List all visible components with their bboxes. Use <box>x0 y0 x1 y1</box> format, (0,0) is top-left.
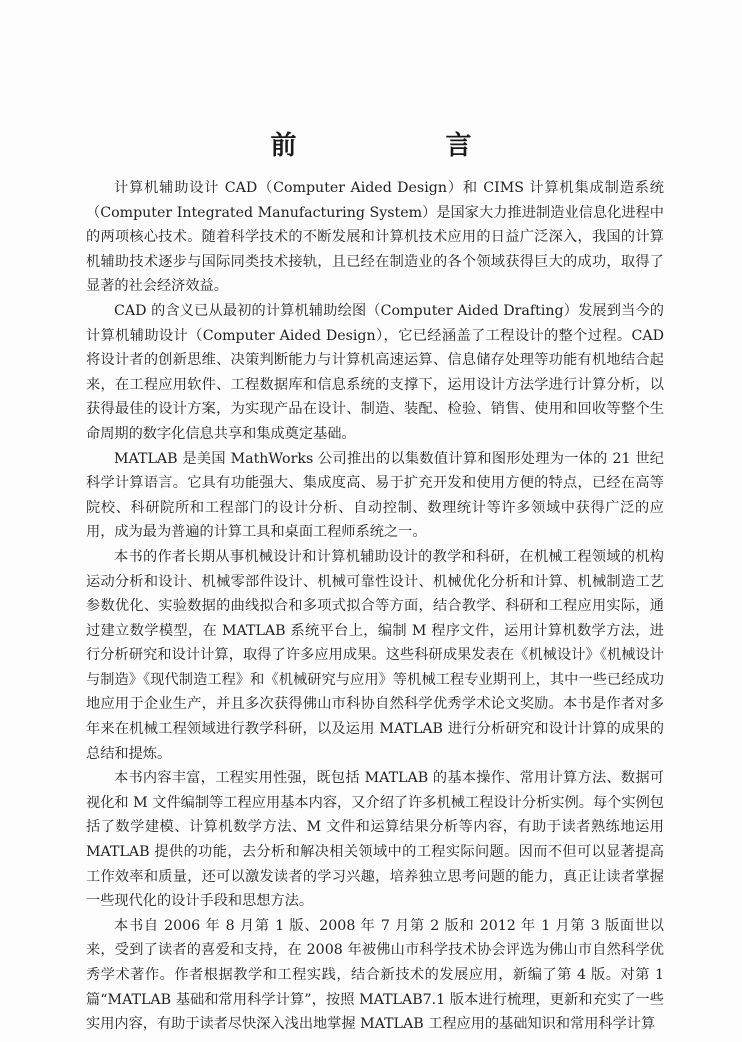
page-title: 前 言 <box>270 131 542 161</box>
paragraph: 计算机辅助设计 CAD（Computer Aided Design）和 CIMS 计算机集成制造系统（Computer Integrated Manufacturing System）是国家大力推进制造业信息化进程中的两项核心技术。随着科学技术的不断发展和计算机技术应用的日益广泛深入，我国的计算机辅助技术逐步与国际同类技术接轨，且已经在制造业的各个领域获得巨大的成功，取得了显著的社会经济效益。 <box>86 180 664 295</box>
paragraph: 本书内容丰富，工程实用性强，既包括 MATLAB 的基本操作、常用计算方法、数据可视化和 M 文件编制等工程应用基本内容，又介绍了许多机械工程设计分析实例。每个实例包括了数学建模、计算机数学方法、M 文件和运算结果分析等内容，有助于读者熟练地运用 MATLAB 提供的功能，去分析和解决相关领域中的工程实际问题。因而不但可以显著提高工作效率和质量，还可以激发读者的学习兴趣，培养独立思考问题的能力，真正让读者掌握一些现代化的设计手段和思想方法。 <box>86 770 664 910</box>
paragraph: CAD 的含义已从最初的计算机辅助绘图（Computer Aided Drafting）发展到当今的计算机辅助设计（Computer Aided Design），它已经涵盖了工程设计的整个过程。CAD 将设计者的创新思维、决策判断能力与计算机高速运算、信息储存处理等功能有机地结合起来，在工程应用软件、工程数据库和信息系统的支撑下，运用设计方法学进行计算分析，以获得最佳的设计方案，为实现产品在设计、制造、装配、检验、销售、使用和回收等整个生命周期的数字化信息共享和集成奠定基础。 <box>86 302 664 442</box>
paragraph: 本书的作者长期从事机械设计和计算机辅助设计的教学和科研，在机械工程领域的机构运动分析和设计、机械零部件设计、机械可靠性设计、机械优化分析和计算、机械制造工艺参数优化、实验数据的曲线拟合和多项式拟合等方面，结合教学、科研和工程应用实际，通过建立数学模型，在 MATLAB 系统平台上，编制 M 程序文件，运用计算机数学方法，进行分析研究和设计计算，取得了许多应用成果。这些科研成果发表在《机械设计》《机械设计与制造》《现代制造工程》和《机械研究与应用》等机械工程专业期刊上，其中一些已经成功地应用于企业生产，并且多次获得佛山市科协自然科学优秀学术论文奖励。本书是作者对多年来在机械工程领域进行教学科研，以及运用 MATLAB 进行分析研究和设计计算的成果的总结和提炼。 <box>86 548 664 762</box>
body-text <box>86 176 664 1037</box>
paragraph: MATLAB 是美国 MathWorks 公司推出的以集数值计算和图形处理为一体的 21 世纪科学计算语言。它具有功能强大、集成度高、易于扩充开发和使用方便的特点，已经在高等院校、科研院所和工程部门的设计分析、自动控制、数理统计等许多领域中获得广泛的应用，成为最为普遍的计算工具和桌面工程师系统之一。 <box>86 450 664 541</box>
paragraph: 本书自 2006 年 8 月第 1 版、2008 年 7 月第 2 版和 2012 年 1 月第 3 版面世以来，受到了读者的喜爱和支持，在 2008 年被佛山市科学技术协会评选为佛山市自然科学优秀学术著作。作者根据教学和工程实践，结合新技术的发展应用，新编了第 4 版。对第 1 篇“MATLAB 基础和常用科学计算”，按照 MATLAB7.1 版本进行梳理，更新和充实了一些实用内容，有助于读者尽快深入浅出地掌握 MATLAB 工程应用的基础知识和常用科学计算 <box>86 917 664 1033</box>
